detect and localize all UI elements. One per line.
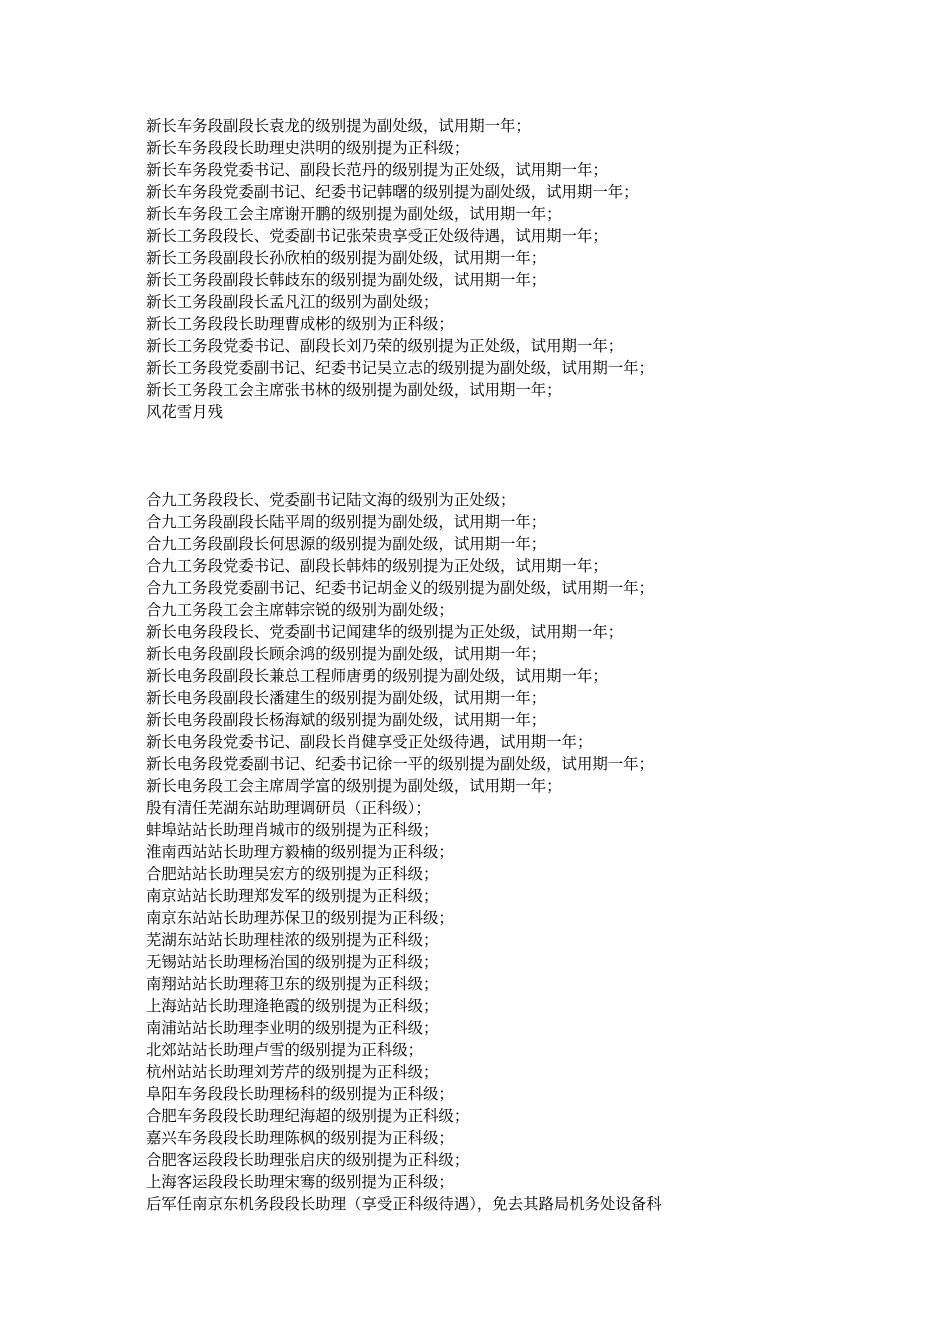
text-line: 新长车务段工会主席谢开鹏的级别提为副处级，试用期一年； xyxy=(146,205,562,223)
text-line: 新长电务段工会主席周学富的级别提为副处级，试用期一年； xyxy=(146,777,562,795)
text-line: 南京站站长助理郑发军的级别提为正科级； xyxy=(146,887,439,905)
text-line: 合肥客运段段长助理张启庆的级别提为正科级； xyxy=(146,1151,470,1169)
text-line: 新长电务段党委书记、副段长肖健享受正处级待遇，试用期一年； xyxy=(146,733,593,751)
text-line: 新长电务段副段长顾余鸿的级别提为副处级，试用期一年； xyxy=(146,645,547,663)
text-line: 无锡站站长助理杨治国的级别提为正科级； xyxy=(146,953,439,971)
appointment-list-2 xyxy=(146,489,936,1215)
text-line: 蚌埠站站长助理肖城市的级别提为正科级； xyxy=(146,821,439,839)
text-line: 南浦站站长助理李业明的级别提为正科级； xyxy=(146,1019,439,1037)
text-line: 新长工务段党委副书记、纪委书记吴立志的级别提为副处级，试用期一年； xyxy=(146,359,654,377)
text-line: 南翔站站长助理蒋卫东的级别提为正科级； xyxy=(146,975,439,993)
text-line: 新长电务段党委副书记、纪委书记徐一平的级别提为副处级，试用期一年； xyxy=(146,755,654,773)
text-line: 新长工务段副段长孙欣柏的级别提为副处级，试用期一年； xyxy=(146,249,547,267)
appointment-list-1 xyxy=(146,115,936,423)
text-line: 新长工务段段长助理曹成彬的级别为正科级； xyxy=(146,315,454,333)
text-line: 合九工务段党委副书记、纪委书记胡金义的级别提为副处级，试用期一年； xyxy=(146,579,654,597)
text-line: 合九工务段副段长陆平周的级别提为副处级，试用期一年； xyxy=(146,513,547,531)
text-line: 上海站站长助理逄艳霞的级别提为正科级； xyxy=(146,997,439,1015)
text-line: 新长工务段党委书记、副段长刘乃荣的级别提为正处级，试用期一年； xyxy=(146,337,624,355)
text-line: 新长电务段副段长潘建生的级别提为副处级，试用期一年； xyxy=(146,689,547,707)
text-line: 合肥车务段段长助理纪海超的级别提为正科级； xyxy=(146,1107,470,1125)
text-line: 新长电务段副段长杨海斌的级别提为副处级，试用期一年； xyxy=(146,711,547,729)
text-line: 合九工务段工会主席韩宗锐的级别为副处级； xyxy=(146,601,454,619)
text-line: 新长工务段副段长韩歧东的级别提为副处级，试用期一年； xyxy=(146,271,547,289)
text-line: 合九工务段党委书记、副段长韩炜的级别提为正处级，试用期一年； xyxy=(146,557,608,575)
text-line: 杭州站站长助理刘芳芹的级别提为正科级； xyxy=(146,1063,439,1081)
text-line: 新长车务段副段长袁龙的级别提为副处级，试用期一年； xyxy=(146,117,531,135)
text-line: 新长工务段段长、党委副书记张荣贵享受正处级待遇，试用期一年； xyxy=(146,227,608,245)
text-line: 新长车务段党委副书记、纪委书记韩曙的级别提为副处级，试用期一年； xyxy=(146,183,639,201)
text-line: 殷有清任芜湖东站助理调研员（正科级）； xyxy=(146,799,431,817)
text-line: 淮南西站站长助理方毅楠的级别提为正科级； xyxy=(146,843,454,861)
text-line: 新长电务段段长、党委副书记闻建华的级别提为正处级，试用期一年； xyxy=(146,623,624,641)
text-line: 新长电务段副段长兼总工程师唐勇的级别提为副处级，试用期一年； xyxy=(146,667,608,685)
text-line: 合肥站站长助理吴宏方的级别提为正科级； xyxy=(146,865,439,883)
text-line: 南京东站站长助理苏保卫的级别提为正科级； xyxy=(146,909,454,927)
text-line: 新长工务段副段长孟凡江的级别为副处级； xyxy=(146,293,439,311)
text-line: 芜湖东站站长助理桂浓的级别提为正科级； xyxy=(146,931,439,949)
text-line: 合九工务段段长、党委副书记陆文海的级别为正处级； xyxy=(146,491,516,509)
text-line: 合九工务段副段长何思源的级别提为副处级，试用期一年； xyxy=(146,535,547,553)
text-line: 阜阳车务段段长助理杨科的级别提为正科级； xyxy=(146,1085,454,1103)
text-line: 嘉兴车务段段长助理陈枫的级别提为正科级； xyxy=(146,1129,454,1147)
text-line: 上海客运段段长助理宋骞的级别提为正科级； xyxy=(146,1173,454,1191)
text-line: 新长工务段工会主席张书林的级别提为副处级，试用期一年； xyxy=(146,381,562,399)
text-line: 新长车务段党委书记、副段长范丹的级别提为正处级，试用期一年； xyxy=(146,161,608,179)
text-line: 新长车务段段长助理史洪明的级别提为正科级； xyxy=(146,139,470,157)
text-line: 风花雪月残 xyxy=(146,403,223,421)
text-line: 后军任南京东机务段段长助理（享受正科级待遇），免去其路局机务处设备科 xyxy=(146,1195,662,1213)
text-line: 北郊站站长助理卢雪的级别提为正科级； xyxy=(146,1041,424,1059)
